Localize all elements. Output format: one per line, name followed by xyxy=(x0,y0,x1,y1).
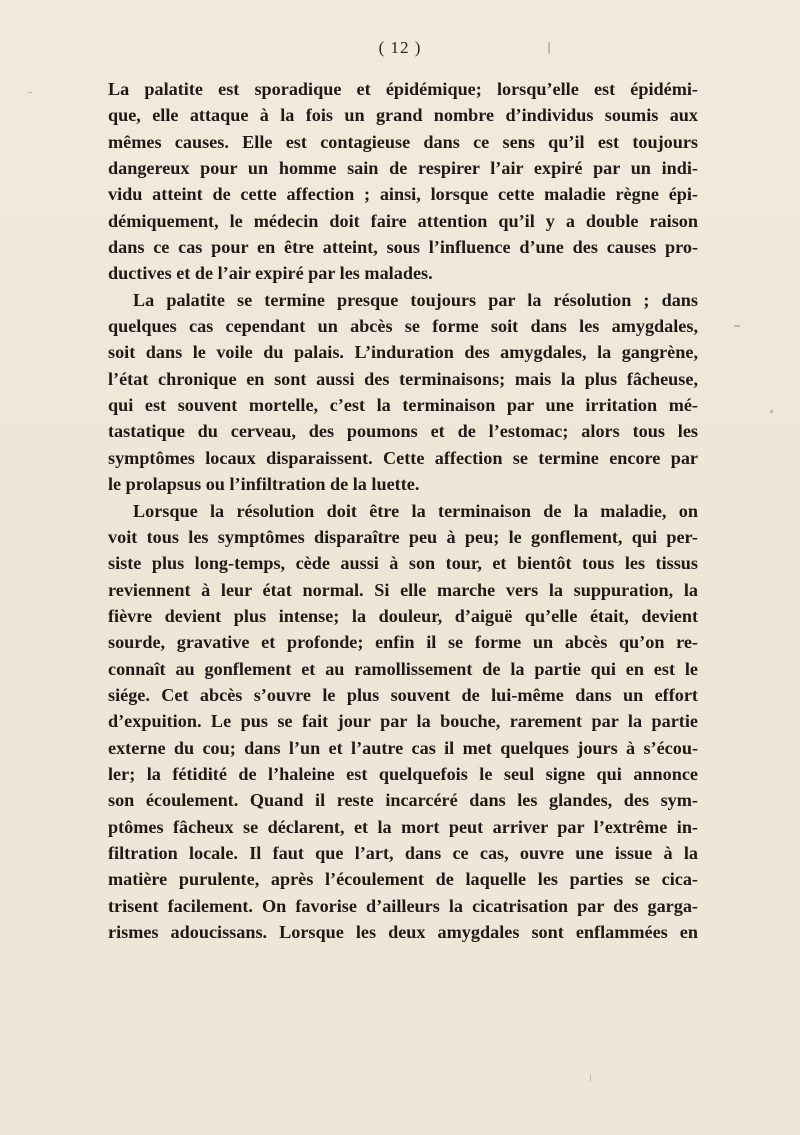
body-text xyxy=(108,76,698,945)
text-line: l’état chronique en sont aussi des terminaisons; mais la plus fâcheuse, xyxy=(108,368,698,389)
text-line: tastatique du cerveau, des poumons et de l’estomac; alors tous les xyxy=(108,421,698,442)
text-line: le prolapsus ou l’infiltration de la luette. xyxy=(108,474,420,495)
text-line: ler; la fétidité de l’haleine est quelquefois le seul signe qui annonce xyxy=(108,763,698,784)
text-line: ptômes fâcheux se déclarent, et la mort peut arriver par l’extrême in- xyxy=(108,816,698,837)
text-line: fièvre devient plus intense; la douleur, d’aiguë qu’elle était, devient xyxy=(108,605,698,626)
text-line: démiquement, le médecin doit faire attention qu’il y a double raison xyxy=(108,210,698,231)
text-line: La palatite est sporadique et épidémique; lorsqu’elle est épidémi- xyxy=(108,79,698,99)
text-line: quelques cas cependant un abcès se forme soit dans les amygdales, xyxy=(108,316,698,337)
text-line: voit tous les symptômes disparaître peu à peu; le gonflement, qui per- xyxy=(108,526,698,547)
text-line: Lorsque la résolution doit être la terminaison de la maladie, on xyxy=(133,500,698,521)
text-line: siste plus long-temps, cède aussi à son tour, et bientôt tous les tissus xyxy=(108,553,698,574)
paper-speck xyxy=(548,42,550,54)
text-line: externe du cou; dans l’un et l’autre cas il met quelques jours à s’écou- xyxy=(108,737,698,758)
text-line: soit dans le voile du palais. L’induration des amygdales, la gangrène, xyxy=(108,342,698,363)
text-line: matière purulente, après l’écoulement de laquelle les parties se cica- xyxy=(108,869,698,890)
paper-speck xyxy=(734,325,740,327)
text-line: reviennent à leur état normal. Si elle marche vers la suppuration, la xyxy=(108,579,698,600)
paper-speck xyxy=(590,1074,591,1081)
text-line: son écoulement. Quand il reste incarcéré dans les glandes, des sym- xyxy=(108,790,698,811)
text-line: qui est souvent mortelle, c’est la terminaison par une irritation mé- xyxy=(108,395,698,416)
text-line: ductives et de l’air expiré par les malades. xyxy=(108,263,433,284)
paper-speck xyxy=(28,92,32,93)
text-line: vidu atteint de cette affection ; ainsi, lorsque cette maladie règne épi- xyxy=(108,184,698,205)
text-line: mêmes causes. Elle est contagieuse dans ce sens qu’il est toujours xyxy=(108,131,698,152)
paper-speck xyxy=(770,410,773,413)
page-number: ( 12 ) xyxy=(378,38,422,57)
text-line: sourde, gravative et profonde; enfin il se forme un abcès qu’on re- xyxy=(108,632,698,653)
text-line: que, elle attaque à la fois un grand nombre d’individus soumis aux xyxy=(108,105,698,126)
text-line: dangereux pour un homme sain de respirer l’air expiré par un indi- xyxy=(108,158,698,179)
text-line: filtration locale. Il faut que l’art, dans ce cas, ouvre une issue à la xyxy=(108,842,698,863)
text-line: rismes adoucissans. Lorsque les deux amygdales sont enflammées en xyxy=(108,922,698,942)
text-line: siége. Cet abcès s’ouvre le plus souvent de lui-même dans un effort xyxy=(108,684,698,705)
text-line: connaît au gonflement et au ramollissement de la partie qui en est le xyxy=(108,658,698,679)
text-line: trisent facilement. On favorise d’ailleurs la cicatrisation par des garga- xyxy=(108,895,698,916)
text-line: dans ce cas pour en être atteint, sous l’influence d’une des causes pro- xyxy=(108,237,698,258)
text-line: symptômes locaux disparaissent. Cette affection se termine encore par xyxy=(108,447,698,468)
text-line: d’expuition. Le pus se fait jour par la bouche, rarement par la partie xyxy=(108,711,698,732)
text-line: La palatite se termine presque toujours par la résolution ; dans xyxy=(133,289,698,310)
